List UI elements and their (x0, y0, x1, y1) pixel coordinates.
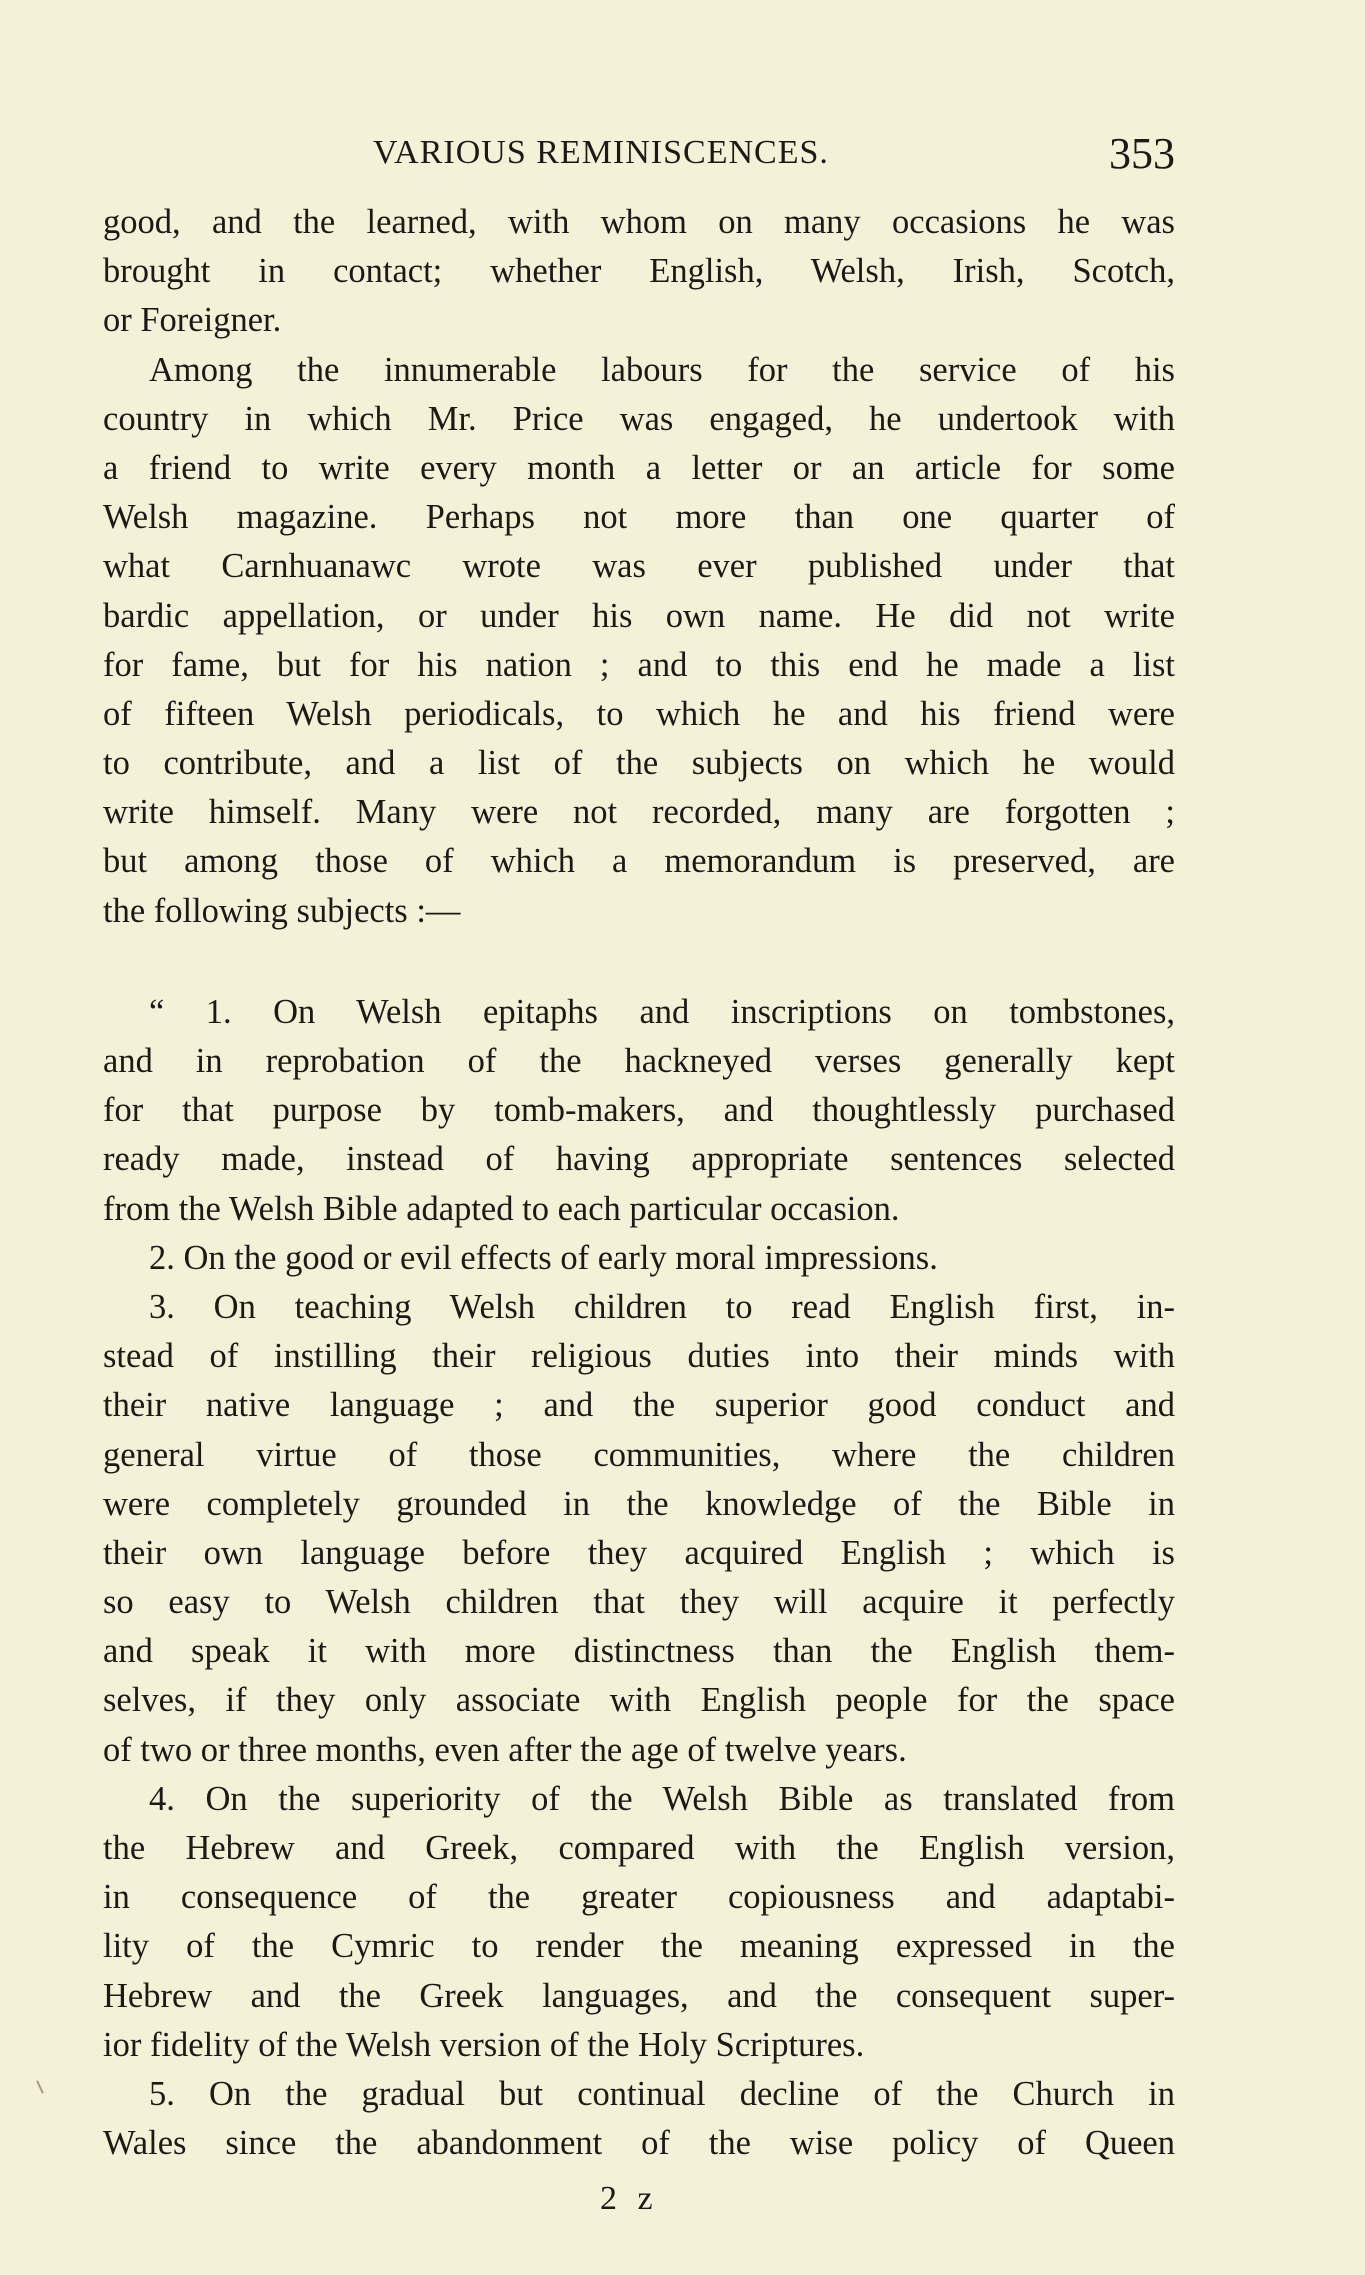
text-line: the Hebrew and Greek, compared with the English version, (103, 1829, 1175, 1867)
text-line: but among those of which a memorandum is preserved, are (103, 842, 1175, 881)
text-line: Wales since the abandonment of the wise policy of Queen (103, 2124, 1175, 2163)
text-line: 4. On the superiority of the Welsh Bible as translated from (149, 1779, 1175, 1818)
signature-mark: 2 z (600, 2180, 659, 2217)
text-line: and in reprobation of the hackneyed verses generally kept (103, 1042, 1175, 1080)
paper-speck (36, 2080, 44, 2094)
text-line: 5. On the gradual but continual decline of the Church in (149, 2074, 1175, 2113)
text-line: good, and the learned, with whom on many occasions he was (103, 203, 1175, 241)
body-text (103, 198, 1175, 2168)
text-line: “ 1. On Welsh epitaphs and inscriptions on tombstones, (149, 992, 1175, 1031)
text-line: Hebrew and the Greek languages, and the consequent super- (103, 1976, 1175, 2015)
text-line: ior fidelity of the Welsh version of the Holy Scriptures. (103, 2025, 865, 2064)
text-line: what Carnhuanawc wrote was ever published under that (103, 547, 1175, 586)
text-line: and speak it with more distinctness than the English them- (103, 1632, 1175, 1671)
text-line: or Foreigner. (103, 301, 282, 340)
text-line: stead of instilling their religious duties into their minds with (103, 1337, 1175, 1376)
text-line: lity of the Cymric to render the meaning expressed in the (103, 1927, 1175, 1966)
page-header (103, 128, 1175, 188)
page-number: 353 (1109, 129, 1175, 178)
text-line: were completely grounded in the knowledge of the Bible in (103, 1484, 1175, 1523)
text-line: bardic appellation, or under his own name. He did not write (103, 596, 1175, 635)
text-line: ready made, instead of having appropriate sentences selected (103, 1140, 1175, 1179)
text-line: for that purpose by tomb-makers, and thoughtlessly purchased (103, 1091, 1175, 1130)
text-line: so easy to Welsh children that they will acquire it perfectly (103, 1583, 1175, 1622)
text-line: write himself. Many were not recorded, many are forgotten ; (103, 793, 1175, 832)
text-line: to contribute, and a list of the subjects on which he would (103, 744, 1175, 783)
text-line: in consequence of the greater copiousness and adaptabi- (103, 1878, 1175, 1917)
text-line: of two or three months, even after the age of twelve years. (103, 1730, 907, 1769)
text-line: from the Welsh Bible adapted to each particular occasion. (103, 1189, 900, 1228)
text-line: of fifteen Welsh periodicals, to which he and his friend were (103, 694, 1175, 733)
text-line: brought in contact; whether English, Welsh, Irish, Scotch, (103, 252, 1175, 291)
text-line: general virtue of those communities, where the children (103, 1435, 1175, 1474)
text-line: a friend to write every month a letter or an article for some (103, 448, 1175, 487)
text-line: Welsh magazine. Perhaps not more than one quarter of (103, 498, 1175, 537)
text-line: their native language ; and the superior good conduct and (103, 1386, 1175, 1425)
running-title: VARIOUS REMINISCENCES. (373, 134, 829, 171)
text-line: Among the innumerable labours for the service of his (149, 350, 1175, 389)
paragraph-gap (103, 936, 1175, 988)
text-line: their own language before they acquired English ; which is (103, 1533, 1175, 1572)
text-line: the following subjects :— (103, 891, 461, 930)
text-line: 3. On teaching Welsh children to read English first, in- (149, 1287, 1175, 1326)
text-line: country in which Mr. Price was engaged, he undertook with (103, 399, 1175, 438)
text-line: 2. On the good or evil effects of early moral impressions. (149, 1238, 938, 1277)
text-line: for fame, but for his nation ; and to this end he made a list (103, 645, 1175, 684)
text-line: selves, if they only associate with English people for the space (103, 1681, 1175, 1720)
